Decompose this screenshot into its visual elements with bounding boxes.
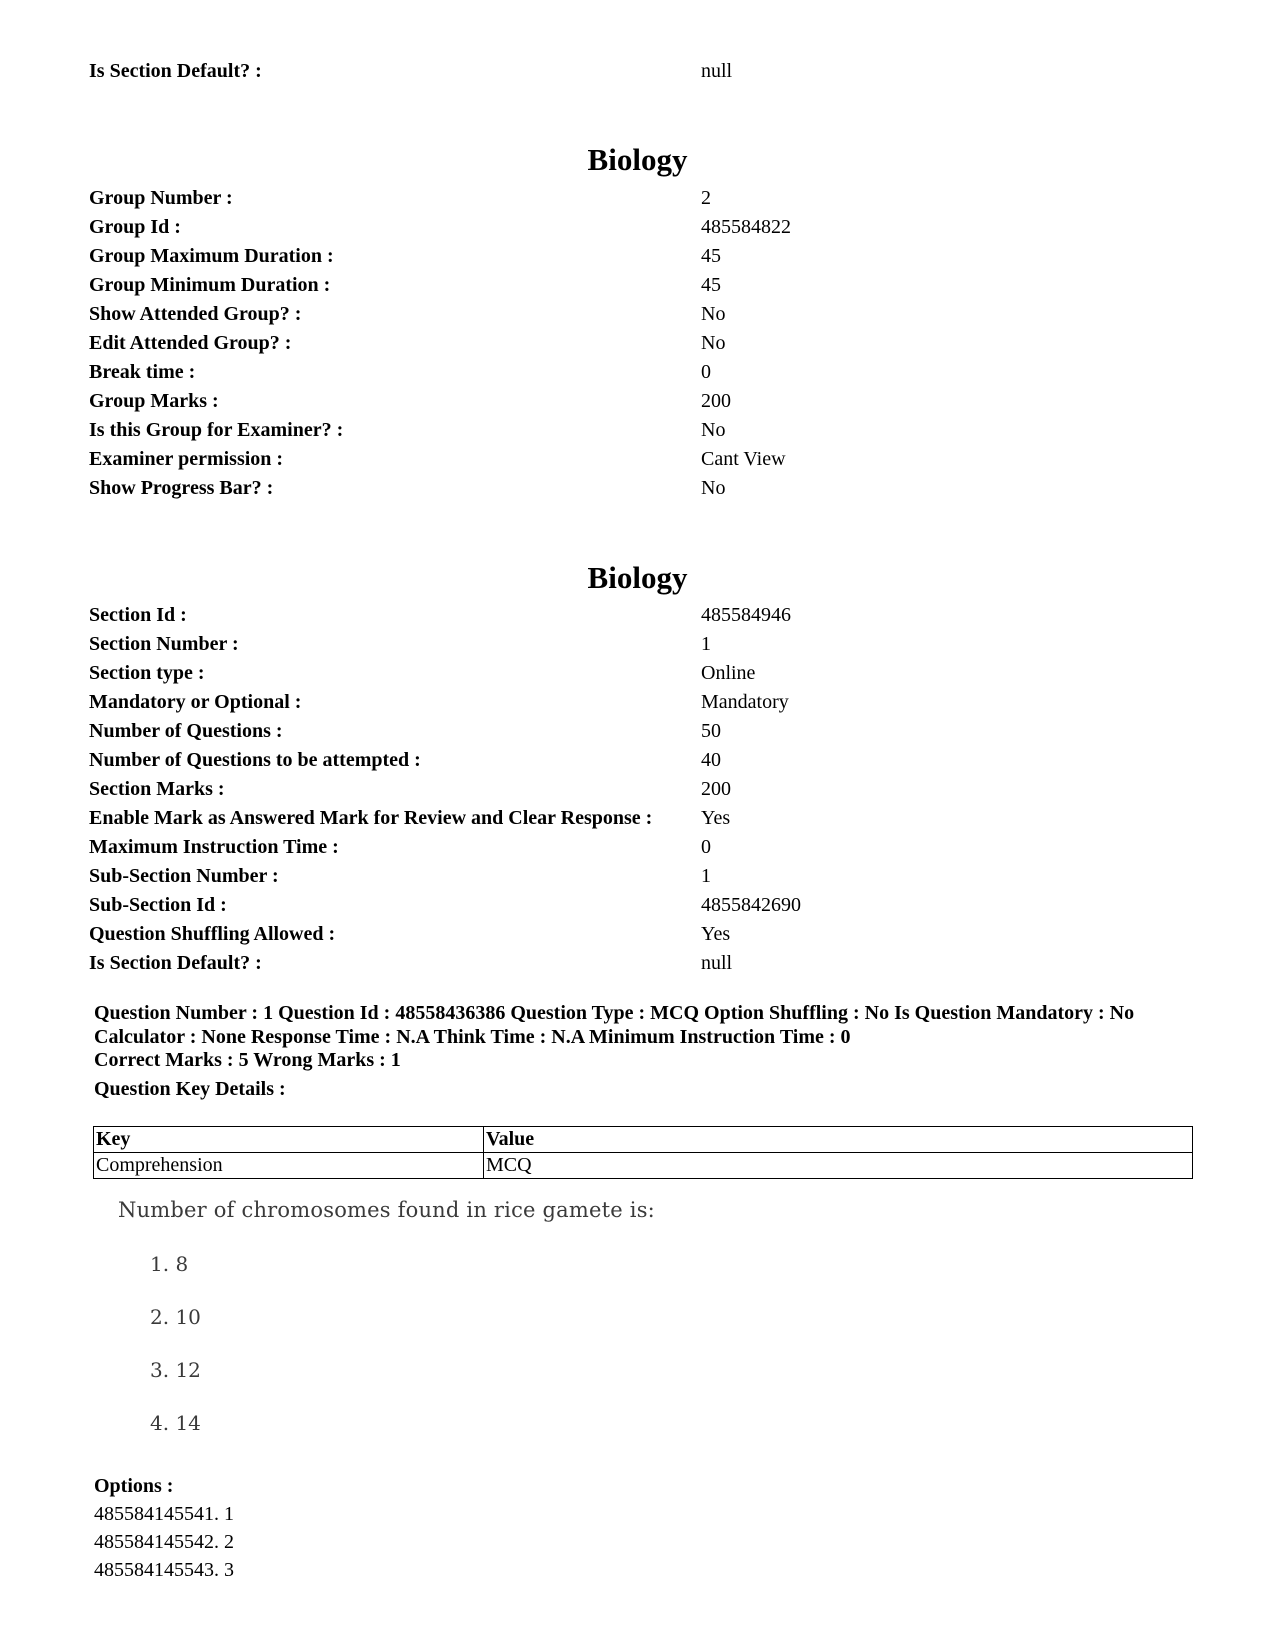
detail-value: 485584822 [701,216,791,238]
detail-label: Section Id : [89,604,187,626]
detail-value: 200 [701,390,731,412]
detail-label: Number of Questions to be attempted : [89,749,421,771]
question-marks: Correct Marks : 5 Wrong Marks : 1 [94,1049,401,1071]
question-meta: Question Number : 1 Question Id : 48558436386 Question Type : MCQ Option Shuffling : No Is Question Mandatory : No Calculator : None Response Time : N.A Think Time : N.A Minimum Instruction Time : 0 [94,1002,1135,1048]
detail-label: Is Section Default? : [89,952,262,974]
table-cell-key: Comprehension [94,1153,484,1179]
detail-value: null [701,952,733,974]
detail-label: Sub-Section Number : [89,865,279,887]
table-row [94,1153,1193,1179]
detail-label: Is Section Default? : [89,60,262,82]
detail-value: No [701,419,726,441]
question-option: 1. 8 [150,1252,189,1276]
detail-label: Group Maximum Duration : [89,245,334,267]
detail-value: 2 [701,187,711,209]
question-option: 2. 10 [150,1305,201,1329]
detail-label: Number of Questions : [89,720,283,742]
detail-value: No [701,303,726,325]
detail-label: Edit Attended Group? : [89,332,292,354]
detail-label: Is this Group for Examiner? : [89,419,344,441]
detail-value: 50 [701,720,721,742]
detail-label: Enable Mark as Answered Mark for Review and Clear Response : [89,807,653,829]
group-heading: Biology [587,142,688,177]
detail-value: Yes [701,807,731,829]
detail-value: No [701,332,726,354]
detail-value: Yes [701,923,731,945]
detail-label: Group Marks : [89,390,219,412]
detail-value: 485584946 [701,604,791,626]
detail-value: 4855842690 [701,894,801,916]
detail-label: Group Id : [89,216,181,238]
detail-label: Show Attended Group? : [89,303,302,325]
detail-label: Sub-Section Id : [89,894,227,916]
options-label: Options : [94,1475,174,1497]
detail-label: Break time : [89,361,196,383]
question-image [118,1198,678,1458]
detail-value: 45 [701,245,721,267]
detail-label: Show Progress Bar? : [89,477,274,499]
detail-value: null [701,60,733,82]
detail-label: Section Marks : [89,778,225,800]
option-item: 485584145543. 3 [94,1559,234,1581]
detail-value: 0 [701,361,711,383]
detail-value: Online [701,662,756,684]
detail-value: 40 [701,749,721,771]
question-text: Number of chromosomes found in rice gamete is: [118,1198,655,1222]
detail-label: Maximum Instruction Time : [89,836,339,858]
table-header-row [94,1127,1193,1153]
detail-value: 200 [701,778,731,800]
option-item: 485584145541. 1 [94,1503,234,1525]
detail-value: Mandatory [701,691,789,713]
table-header-key: Key [94,1127,484,1153]
question-option: 3. 12 [150,1358,201,1382]
detail-value: 1 [701,865,711,887]
detail-label: Group Number : [89,187,233,209]
option-item: 485584145542. 2 [94,1531,234,1553]
detail-label: Section type : [89,662,205,684]
detail-label: Section Number : [89,633,239,655]
question-key-details-label: Question Key Details : [94,1078,286,1100]
detail-value: No [701,477,726,499]
detail-value: 1 [701,633,711,655]
detail-value: 0 [701,836,711,858]
detail-label: Mandatory or Optional : [89,691,302,713]
detail-label: Examiner permission : [89,448,284,470]
table-cell-value: MCQ [484,1153,1193,1179]
question-key-table [93,1126,1193,1179]
question-option: 4. 14 [150,1411,201,1435]
section-heading: Biology [587,560,688,595]
detail-value: Cant View [701,448,786,470]
table-header-value: Value [484,1127,1193,1153]
detail-label: Question Shuffling Allowed : [89,923,336,945]
detail-label: Group Minimum Duration : [89,274,331,296]
detail-value: 45 [701,274,721,296]
